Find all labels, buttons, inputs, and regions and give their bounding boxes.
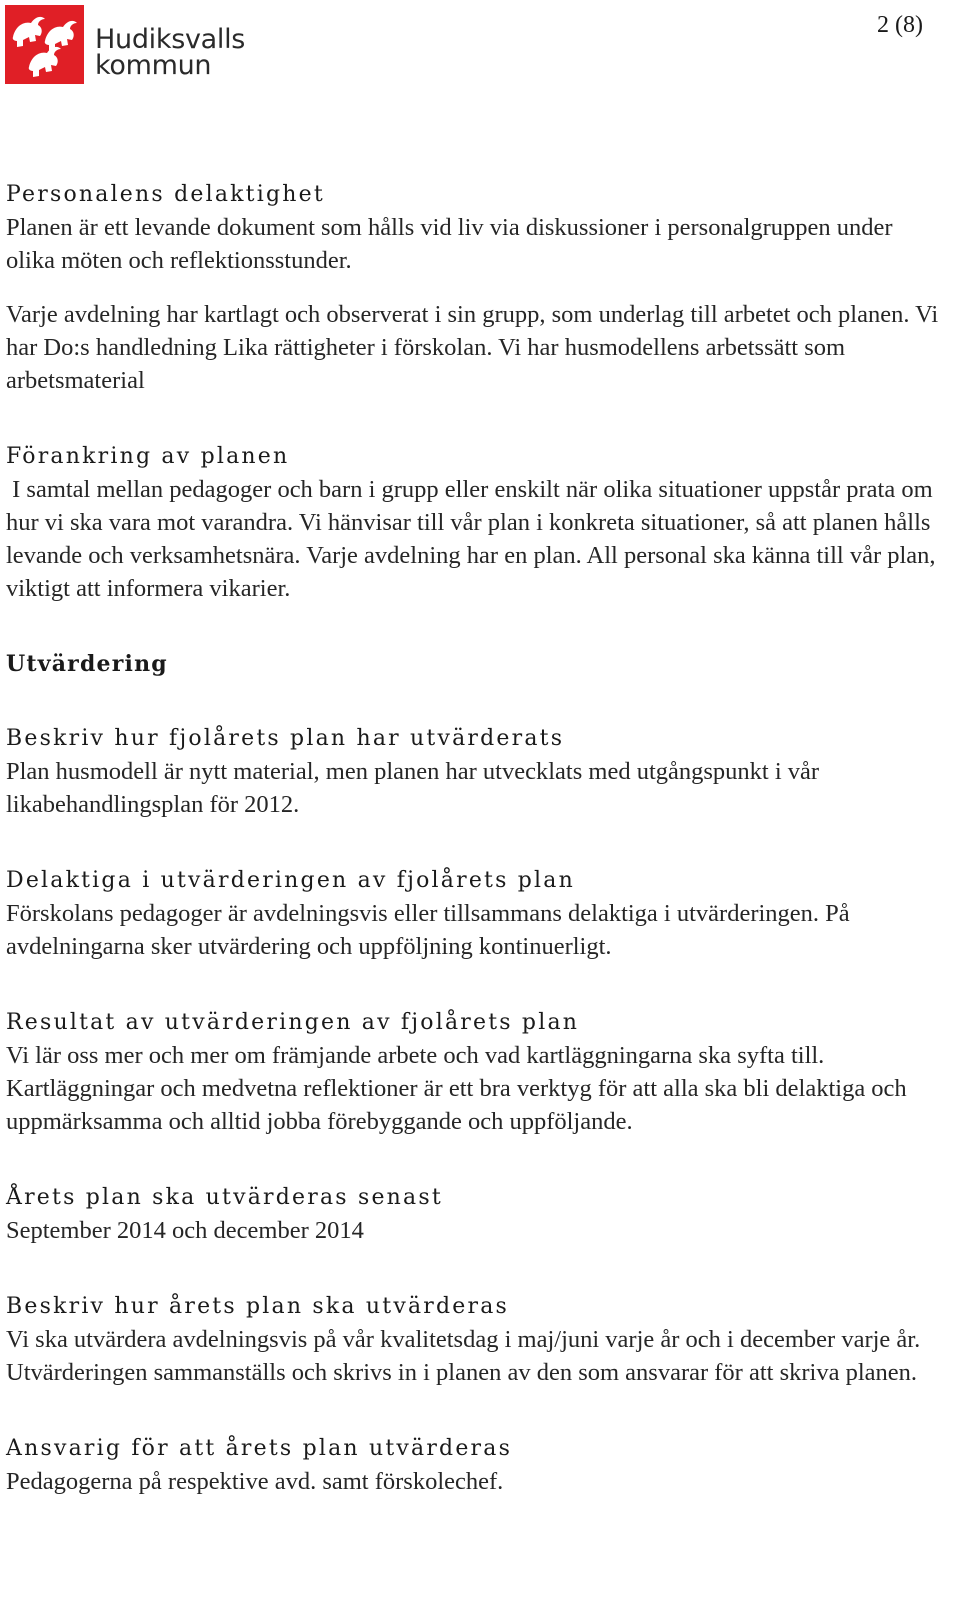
paragraph-ansvarig: Pedagogerna på respektive avd. samt förskolechef.: [6, 1468, 504, 1495]
paragraph-personal-1: Planen är ett levande dokument som hålls vid liv via diskussioner i personalgruppen under olika möten och reflektionsstunder.: [6, 214, 893, 274]
paragraph-personal-2: Varje avdelning har kartlagt och observerat i sin grupp, som underlag till arbetet och planen. Vi har Do:s handledning Lika rättigheter i förskolan. Vi har husmodellens arbetssätt som arbetsmaterial: [6, 301, 939, 394]
heading-utvardering: Utvärdering: [6, 651, 168, 677]
paragraph-delaktiga: Förskolans pedagoger är avdelningsvis eller tillsammans delaktiga i utvärderingen. På avdelningarna sker utvärdering och uppföljning kontinuerligt.: [6, 900, 850, 960]
paragraph-senast: September 2014 och december 2014: [6, 1217, 364, 1244]
heading-forankring: Förankring av planen: [6, 444, 290, 469]
document-body: [6, 178, 941, 1498]
heading-beskriv-ar: Beskriv hur årets plan ska utvärderas: [6, 1294, 510, 1319]
heading-personalens-delaktighet: Personalens delaktighet: [6, 182, 325, 207]
hudiksvall-logo: [5, 5, 265, 85]
heading-ansvarig: Ansvarig för att årets plan utvärderas: [6, 1436, 513, 1461]
logo-wordmark: [95, 24, 246, 81]
page-number: 2 (8): [877, 12, 923, 38]
logo-line-1: Hudiksvalls: [95, 24, 246, 55]
goat-emblem-icon: [5, 5, 84, 84]
paragraph-resultat: Vi lär oss mer och mer om främjande arbete och vad kartläggningarna ska syfta till. Kartläggningar och medvetna reflektioner är ett bra verktyg för att alla ska bli delaktiga och uppmärksamma och alltid jobba förebyggande och uppföljande.: [6, 1042, 907, 1135]
heading-delaktiga: Delaktiga i utvärderingen av fjolårets plan: [6, 868, 575, 893]
heading-resultat: Resultat av utvärderingen av fjolårets plan: [6, 1010, 580, 1035]
paragraph-beskriv-fjol: Plan husmodell är nytt material, men planen har utvecklats med utgångspunkt i vår likabehandlingsplan för 2012.: [6, 758, 820, 818]
heading-beskriv-fjol: Beskriv hur fjolårets plan har utvärderats: [6, 726, 565, 751]
logo-line-2: kommun: [95, 50, 212, 81]
paragraph-beskriv-ar: Vi ska utvärdera avdelningsvis på vår kvalitetsdag i maj/juni varje år och i december varje år. Utvärderingen sammanställs och skrivs in i planen av den som ansvarar för att skriva planen.: [6, 1326, 921, 1386]
heading-senast: Årets plan ska utvärderas senast: [6, 1185, 443, 1210]
paragraph-forankring: I samtal mellan pedagoger och barn i grupp eller enskilt när olika situationer uppstår prata om hur vi ska vara mot varandra. Vi hänvisar till vår plan i konkreta situationer, så att planen hålls levande och verksamhetsnära. Varje avdelning har en plan. All personal ska känna till vår plan, viktigt att informera vikarier.: [6, 476, 942, 602]
